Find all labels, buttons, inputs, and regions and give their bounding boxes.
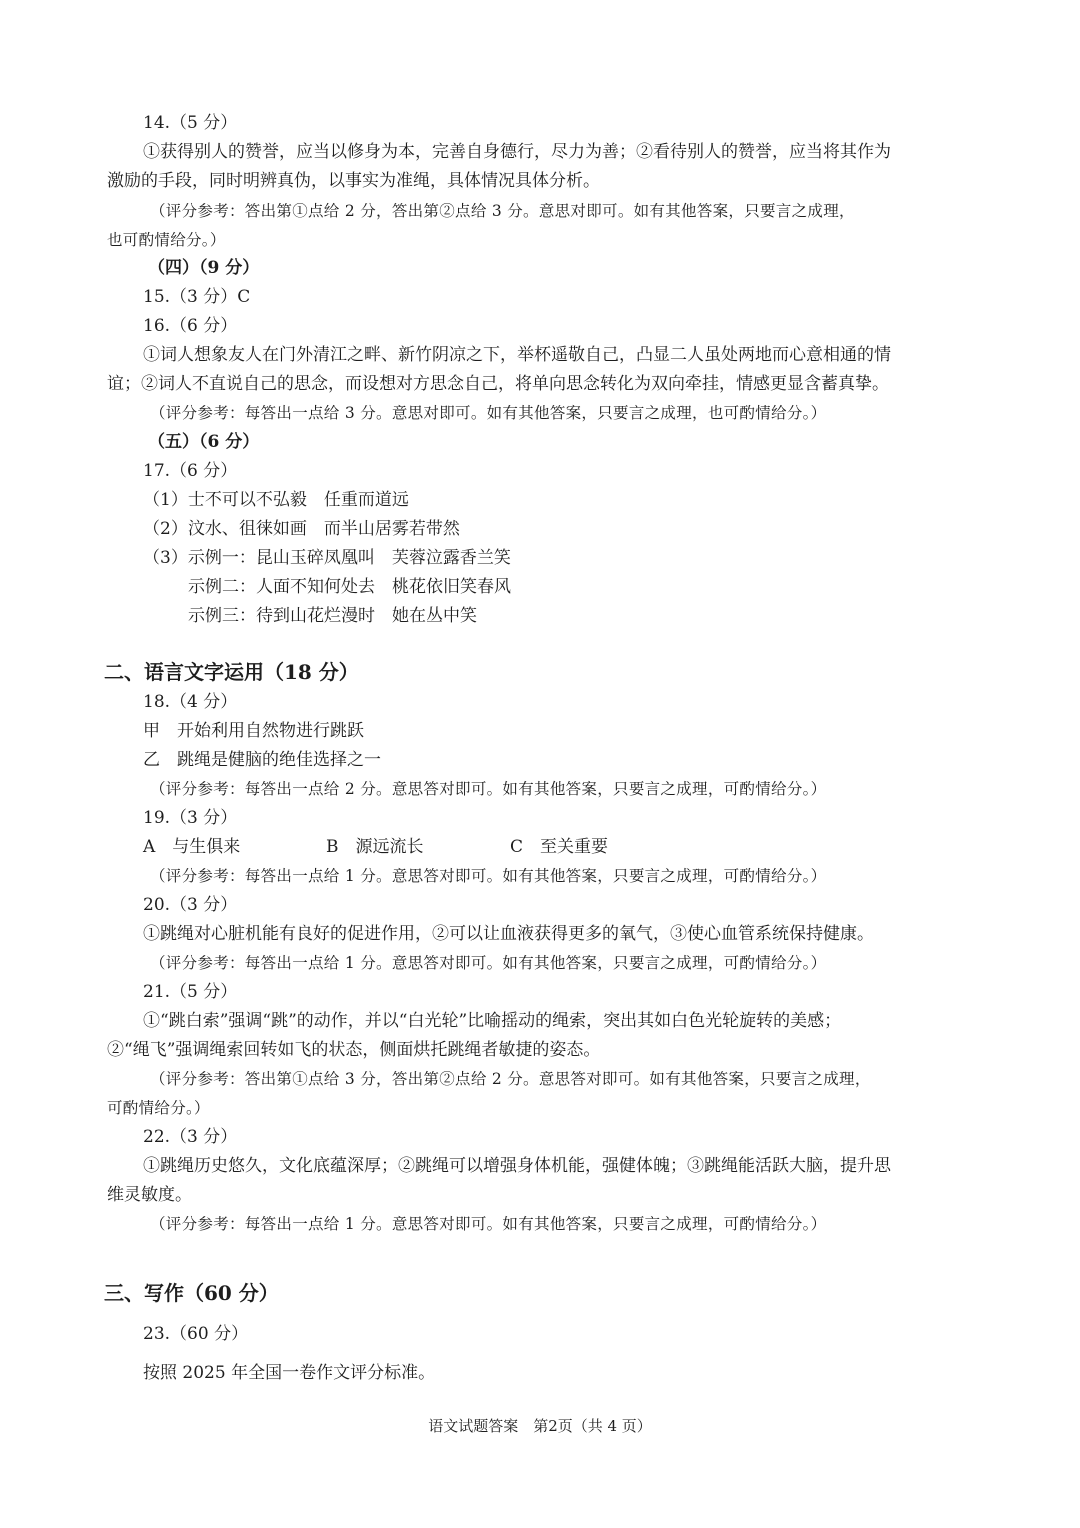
q21-answer-line1: ①“跳白索”强调“跳”的动作，并以“白光轮”比喻摇动的绳索，突出其如白色光轮旋转的美感；: [143, 1011, 842, 1031]
q18-answer-a: 甲 开始利用自然物进行跳跃: [143, 721, 364, 741]
q14-scoring-note-line1: （评分参考：答出第①点给 2 分，答出第②点给 3 分。意思对即可。如有其他答案，只要言之成理，: [150, 202, 855, 220]
q14-answer-line2: 激励的手段，同时明辨真伪，以事实为准绳，具体情况具体分析。: [107, 171, 600, 191]
section3-heading: 三、写作（60 分）: [104, 1281, 279, 1305]
q15-answer: 15.（3 分）C: [143, 287, 251, 307]
q17-item2: （2）汶水、徂徕如画 而半山居雾若带然: [143, 519, 460, 539]
q19-option-c: C 至关重要: [510, 837, 609, 857]
q22-answer-line2: 维灵敏度。: [107, 1185, 192, 1205]
q16-scoring-note: （评分参考：每答出一点给 3 分。意思对即可。如有其他答案，只要言之成理，也可酌情给分。）: [150, 404, 827, 422]
q21-scoring-note-line2: 可酌情给分。）: [107, 1099, 210, 1117]
q17-item3-example2: 示例二：人面不知何处去 桃花依旧笑春风: [188, 577, 511, 597]
q23-label: 23.（60 分）: [143, 1324, 249, 1344]
q14-label: 14.（5 分）: [143, 113, 238, 133]
q21-answer-line2: ②“绳飞”强调绳索回转如飞的状态，侧面烘托跳绳者敏捷的姿态。: [107, 1040, 601, 1060]
q16-label: 16.（6 分）: [143, 316, 238, 336]
q14-answer-line1: ①获得别人的赞誉，应当以修身为本，完善自身德行，尽力为善；②看待别人的赞誉，应当将其作为: [143, 142, 891, 162]
section2-heading: 二、语言文字运用（18 分）: [104, 660, 359, 684]
q17-item3-example3: 示例三：待到山花烂漫时 她在丛中笑: [188, 606, 477, 626]
part5-heading: （五）（6 分）: [148, 432, 260, 452]
q19-scoring-note: （评分参考：每答出一点给 1 分。意思答对即可。如有其他答案，只要言之成理，可酌情给分。）: [150, 867, 827, 885]
q22-answer-line1: ①跳绳历史悠久，文化底蕴深厚；②跳绳可以增强身体机能，强健体魄；③跳绳能活跃大脑，提升思: [143, 1156, 891, 1176]
q16-answer-line2: 谊；②词人不直说自己的思念，而设想对方思念自己，将单向思念转化为双向牵挂，情感更显含蓄真挚。: [107, 374, 889, 394]
q18-label: 18.（4 分）: [143, 692, 238, 712]
q19-option-a: A 与生俱来: [143, 837, 241, 857]
q21-scoring-note-line1: （评分参考：答出第①点给 3 分，答出第②点给 2 分。意思答对即可。如有其他答案，只要言之成理，: [150, 1070, 871, 1088]
q21-label: 21.（5 分）: [143, 982, 238, 1002]
q19-option-b: B 源远流长: [326, 837, 424, 857]
q17-item3-example1: （3）示例一：昆山玉碎凤凰叫 芙蓉泣露香兰笑: [143, 548, 511, 568]
q22-label: 22.（3 分）: [143, 1127, 238, 1147]
q20-answer: ①跳绳对心脏机能有良好的促进作用，②可以让血液获得更多的氧气，③使心血管系统保持健康。: [143, 924, 874, 944]
q19-label: 19.（3 分）: [143, 808, 238, 828]
part4-heading: （四）（9 分）: [148, 258, 260, 278]
q17-item1: （1）士不可以不弘毅 任重而道远: [143, 490, 409, 510]
q20-scoring-note: （评分参考：每答出一点给 1 分。意思答对即可。如有其他答案，只要言之成理，可酌情给分。）: [150, 954, 827, 972]
q22-scoring-note: （评分参考：每答出一点给 1 分。意思答对即可。如有其他答案，只要言之成理，可酌情给分。）: [150, 1215, 827, 1233]
q20-label: 20.（3 分）: [143, 895, 238, 915]
q17-label: 17.（6 分）: [143, 461, 238, 481]
q14-scoring-note-line2: 也可酌情给分。）: [107, 231, 226, 249]
q16-answer-line1: ①词人想象友人在门外清江之畔、新竹阴凉之下，举杯遥敬自己，凸显二人虽处两地而心意相通的情: [143, 345, 891, 365]
q18-scoring-note: （评分参考：每答出一点给 2 分。意思答对即可。如有其他答案，只要言之成理，可酌情给分。）: [150, 780, 827, 798]
q23-answer: 按照 2025 年全国一卷作文评分标准。: [143, 1363, 436, 1383]
q18-answer-b: 乙 跳绳是健脑的绝佳选择之一: [143, 750, 381, 770]
page-footer: 语文试题答案 第2页（共 4 页）: [428, 1417, 652, 1435]
